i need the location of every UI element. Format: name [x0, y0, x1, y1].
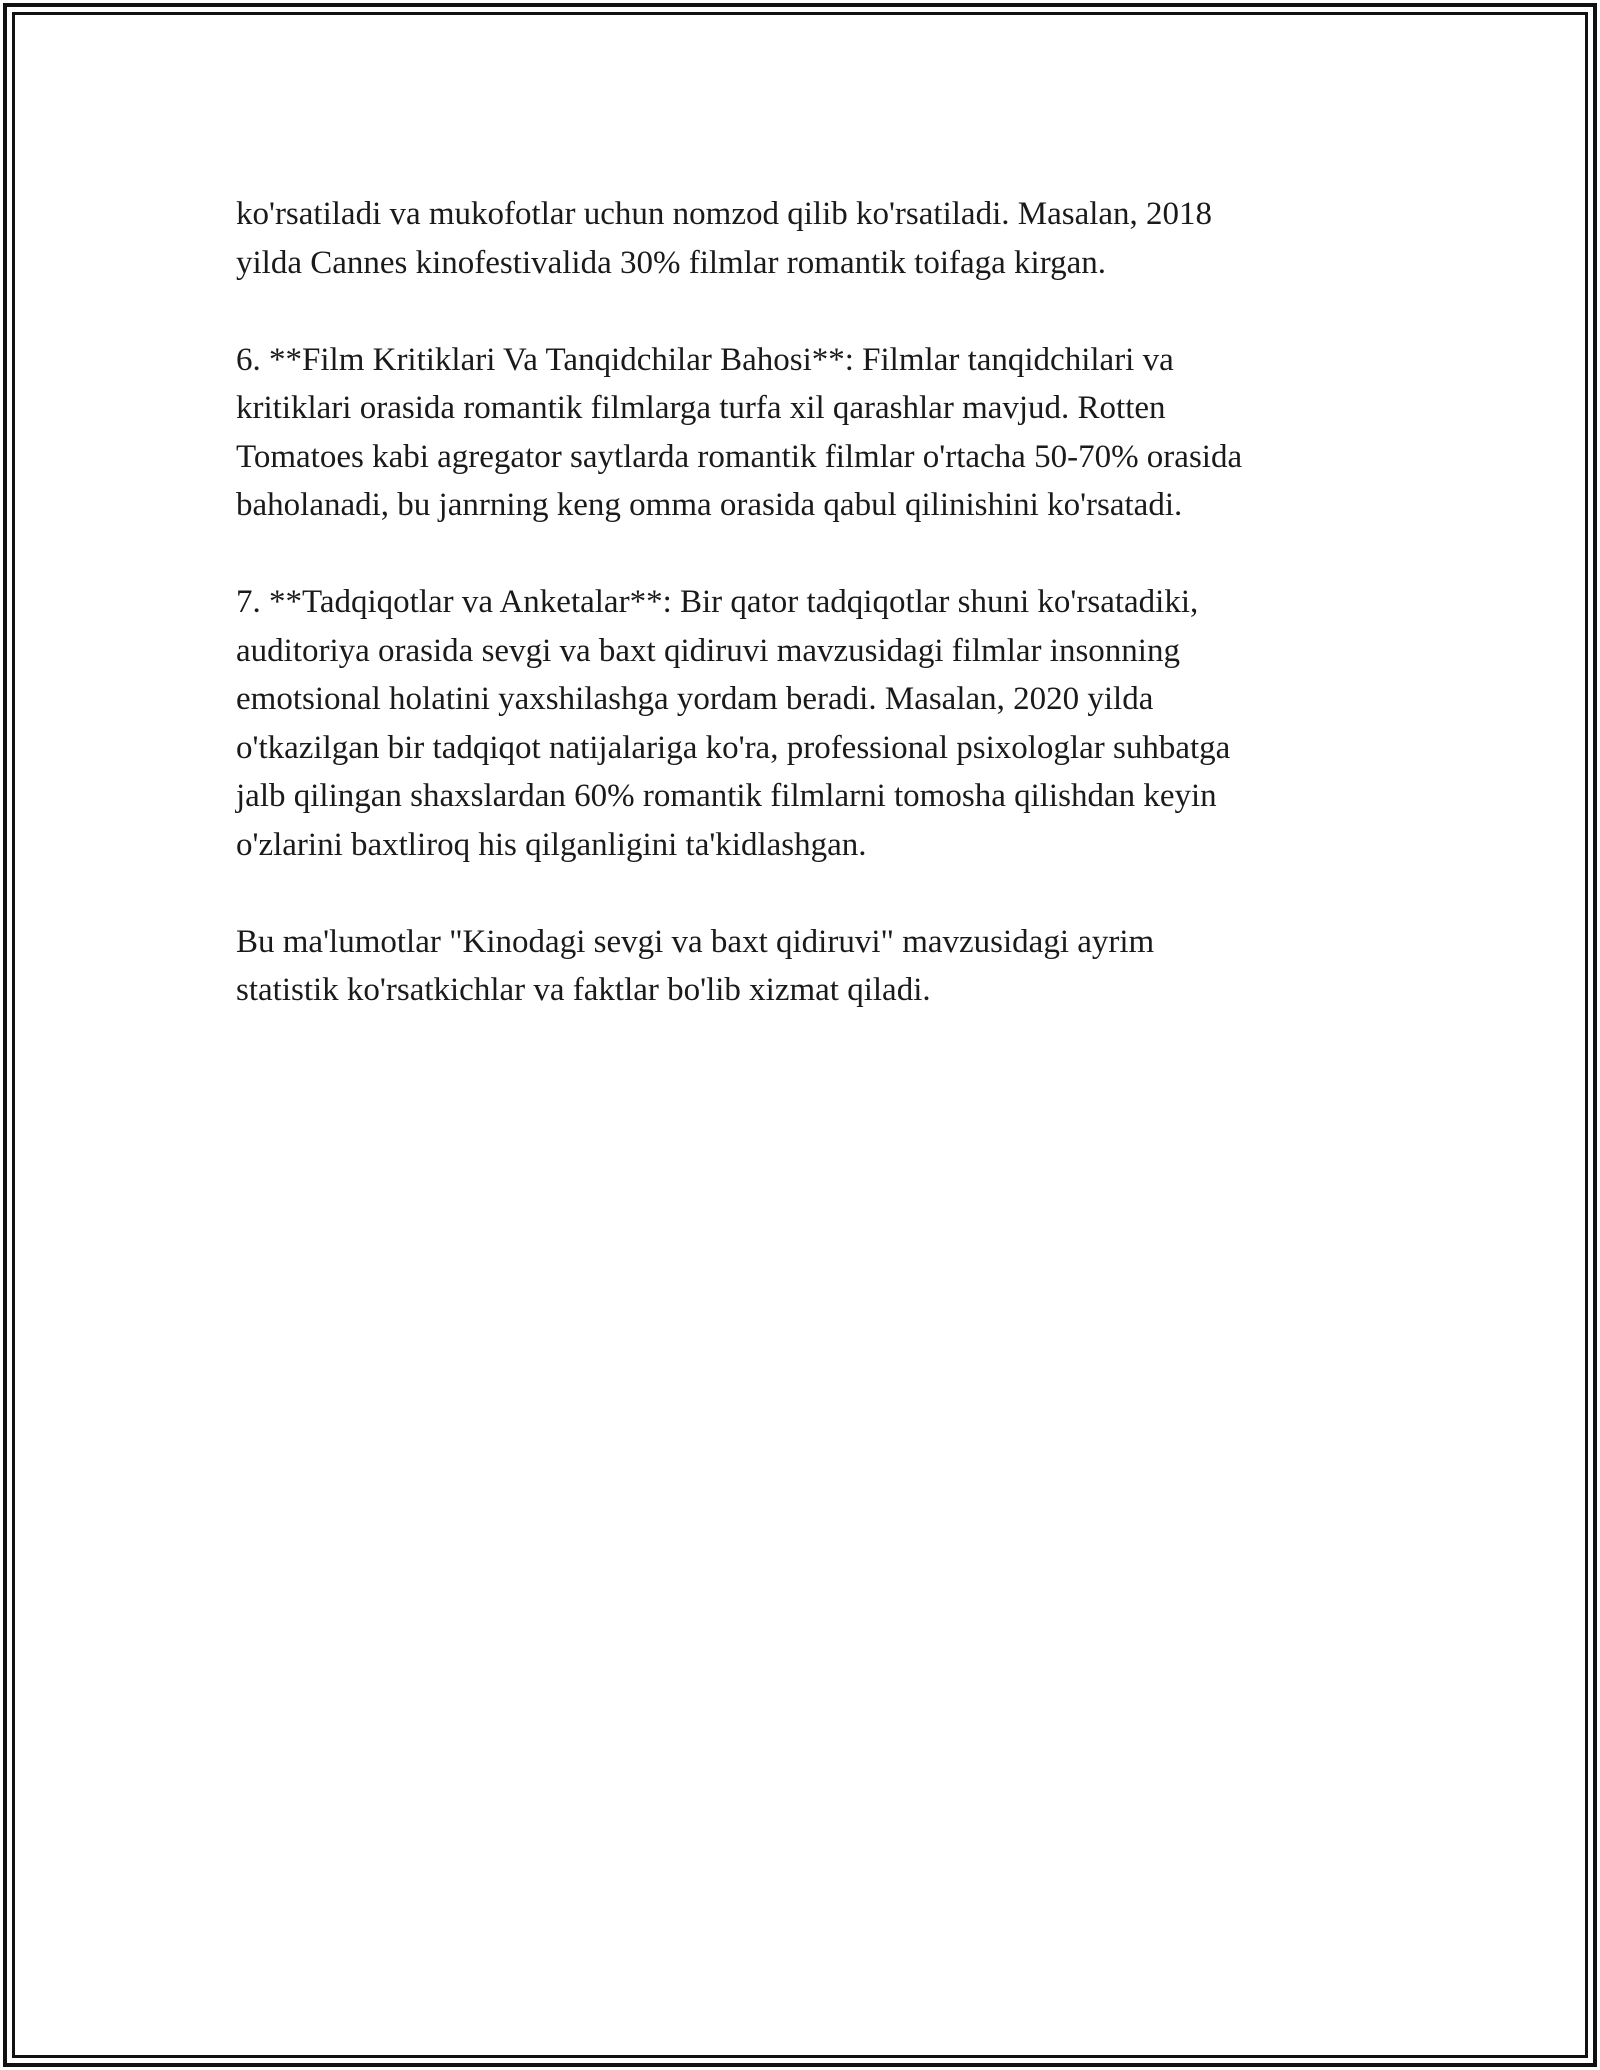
paragraph-research-surveys: 7. **Tadqiqotlar va Anketalar**: Bir qator tadqiqotlar shuni ko'rsatadiki, auditoriya orasida sevgi va baxt qidiruvi mavzusidagi filmlar insonning emotsional holatini yaxshilashga yordam beradi. Masalan, 2020 yilda o'tkazilgan bir tadqiqot natijalariga ko'ra, professional psixologlar suhbatga jalb qilingan shaxslardan 60% romantik filmlarni tomosha qilishdan keyin o'zlarini baxtliroq his qilganligini ta'kidlashgan.	[236, 584, 1231, 863]
paragraph-film-critics: 6. **Film Kritiklari Va Tanqidchilar Bahosi**: Filmlar tanqidchilari va kritiklari orasida romantik filmlarga turfa xil qarashlar mavjud. Rotten Tomatoes kabi agregator saytlarda romantik filmlar o'rtacha 50-70% orasida baholanadi, bu janrning keng omma orasida qabul qilinishini ko'rsatadi.	[236, 341, 1243, 523]
paragraph-continuation: ko'rsatiladi va mukofotlar uchun nomzod qilib ko'rsatiladi. Masalan, 2018 yilda Cannes kinofestivalida 30% filmlar romantik toifaga kirgan.	[236, 196, 1213, 281]
document-body	[236, 190, 1396, 1063]
paragraph-conclusion: Bu ma'lumotlar "Kinodagi sevgi va baxt qidiruvi" mavzusidagi ayrim statistik ko'rsatkichlar va faktlar bo'lib xizmat qiladi.	[236, 923, 1155, 1008]
